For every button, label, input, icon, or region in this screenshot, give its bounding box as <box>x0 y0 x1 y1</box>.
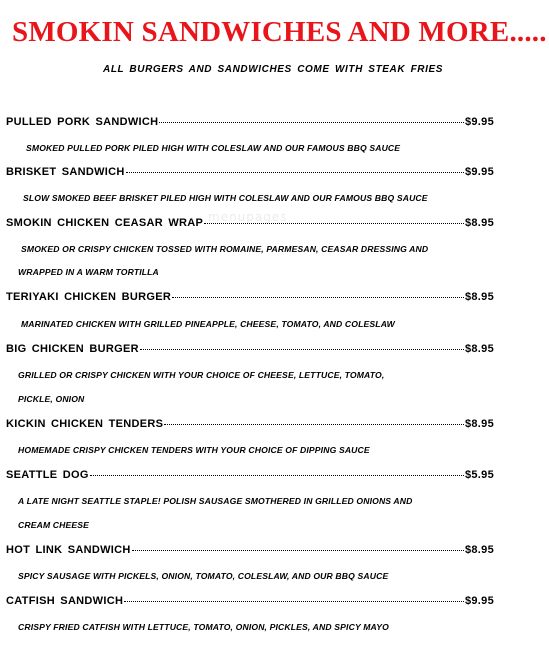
dot-leader <box>132 550 464 551</box>
dot-leader <box>140 349 464 350</box>
dot-leader <box>159 122 464 123</box>
item-description: SMOKED OR CRISPY CHICKEN TOSSED WITH ROMAINE, PARMESAN, CEASAR DRESSING AND <box>21 244 429 254</box>
item-price: $8.95 <box>464 418 494 430</box>
menu-title: SMOKIN SANDWICHES AND MORE..... <box>12 16 547 48</box>
item-name: PULLED PORK SANDWICH <box>6 116 159 128</box>
watermark: menupages <box>208 210 288 224</box>
item-description: SLOW SMOKED BEEF BRISKET PILED HIGH WITH COLESLAW AND OUR FAMOUS BBQ SAUCE <box>23 193 428 203</box>
item-price: $8.95 <box>464 544 494 556</box>
dot-leader <box>126 172 464 173</box>
item-description: HOMEMADE CRISPY CHICKEN TENDERS WITH YOUR CHOICE OF DIPPING SAUCE <box>18 445 370 455</box>
item-description: SMOKED PULLED PORK PILED HIGH WITH COLESLAW AND OUR FAMOUS BBQ SAUCE <box>26 143 401 153</box>
item-description: CRISPY FRIED CATFISH WITH LETTUCE, TOMATO, ONION, PICKLES, AND SPICY MAYO <box>18 622 389 632</box>
item-name: BIG CHICKEN BURGER <box>6 343 139 355</box>
menu-item <box>6 418 494 434</box>
menu-item <box>6 166 494 182</box>
menu-item <box>6 116 494 132</box>
item-description: A LATE NIGHT SEATTLE STAPLE! POLISH SAUSAGE SMOTHERED IN GRILLED ONIONS AND <box>18 496 413 506</box>
dot-leader <box>172 297 464 298</box>
item-name: HOT LINK SANDWICH <box>6 544 131 556</box>
item-price: $5.95 <box>464 469 494 481</box>
item-name: KICKIN CHICKEN TENDERS <box>6 418 164 430</box>
dot-leader <box>124 601 464 602</box>
item-description: PICKLE, ONION <box>18 394 85 404</box>
item-price: $8.95 <box>464 343 494 355</box>
item-description: SPICY SAUSAGE WITH PICKELS, ONION, TOMATO, COLESLAW, AND OUR BBQ SAUCE <box>18 571 389 581</box>
item-name: SMOKIN CHICKEN CEASAR WRAP <box>6 217 204 229</box>
item-price: $9.95 <box>464 595 494 607</box>
item-price: $8.95 <box>464 217 494 229</box>
item-name: TERIYAKI CHICKEN BURGER <box>6 291 172 303</box>
menu-item <box>6 544 494 560</box>
menu-subtitle: ALL BURGERS AND SANDWICHES COME WITH STEAK FRIES <box>103 64 444 75</box>
item-price: $8.95 <box>464 291 494 303</box>
item-price: $9.95 <box>464 166 494 178</box>
menu-item <box>6 595 494 611</box>
item-description: GRILLED OR CRISPY CHICKEN WITH YOUR CHOICE OF CHEESE, LETTUCE, TOMATO, <box>18 370 385 380</box>
dot-leader <box>204 223 464 224</box>
item-description: WRAPPED IN A WARM TORTILLA <box>18 267 159 277</box>
item-name: SEATTLE DOG <box>6 469 89 481</box>
dot-leader <box>90 475 464 476</box>
menu-item <box>6 469 494 485</box>
menu-item <box>6 291 494 307</box>
item-name: BRISKET SANDWICH <box>6 166 125 178</box>
item-description: MARINATED CHICKEN WITH GRILLED PINEAPPLE, CHEESE, TOMATO, AND COLESLAW <box>21 319 395 329</box>
menu-item <box>6 217 494 233</box>
item-description: CREAM CHEESE <box>18 520 90 530</box>
menu-item <box>6 343 494 359</box>
item-name: CATFISH SANDWICH <box>6 595 124 607</box>
item-price: $9.95 <box>464 116 494 128</box>
dot-leader <box>164 424 464 425</box>
